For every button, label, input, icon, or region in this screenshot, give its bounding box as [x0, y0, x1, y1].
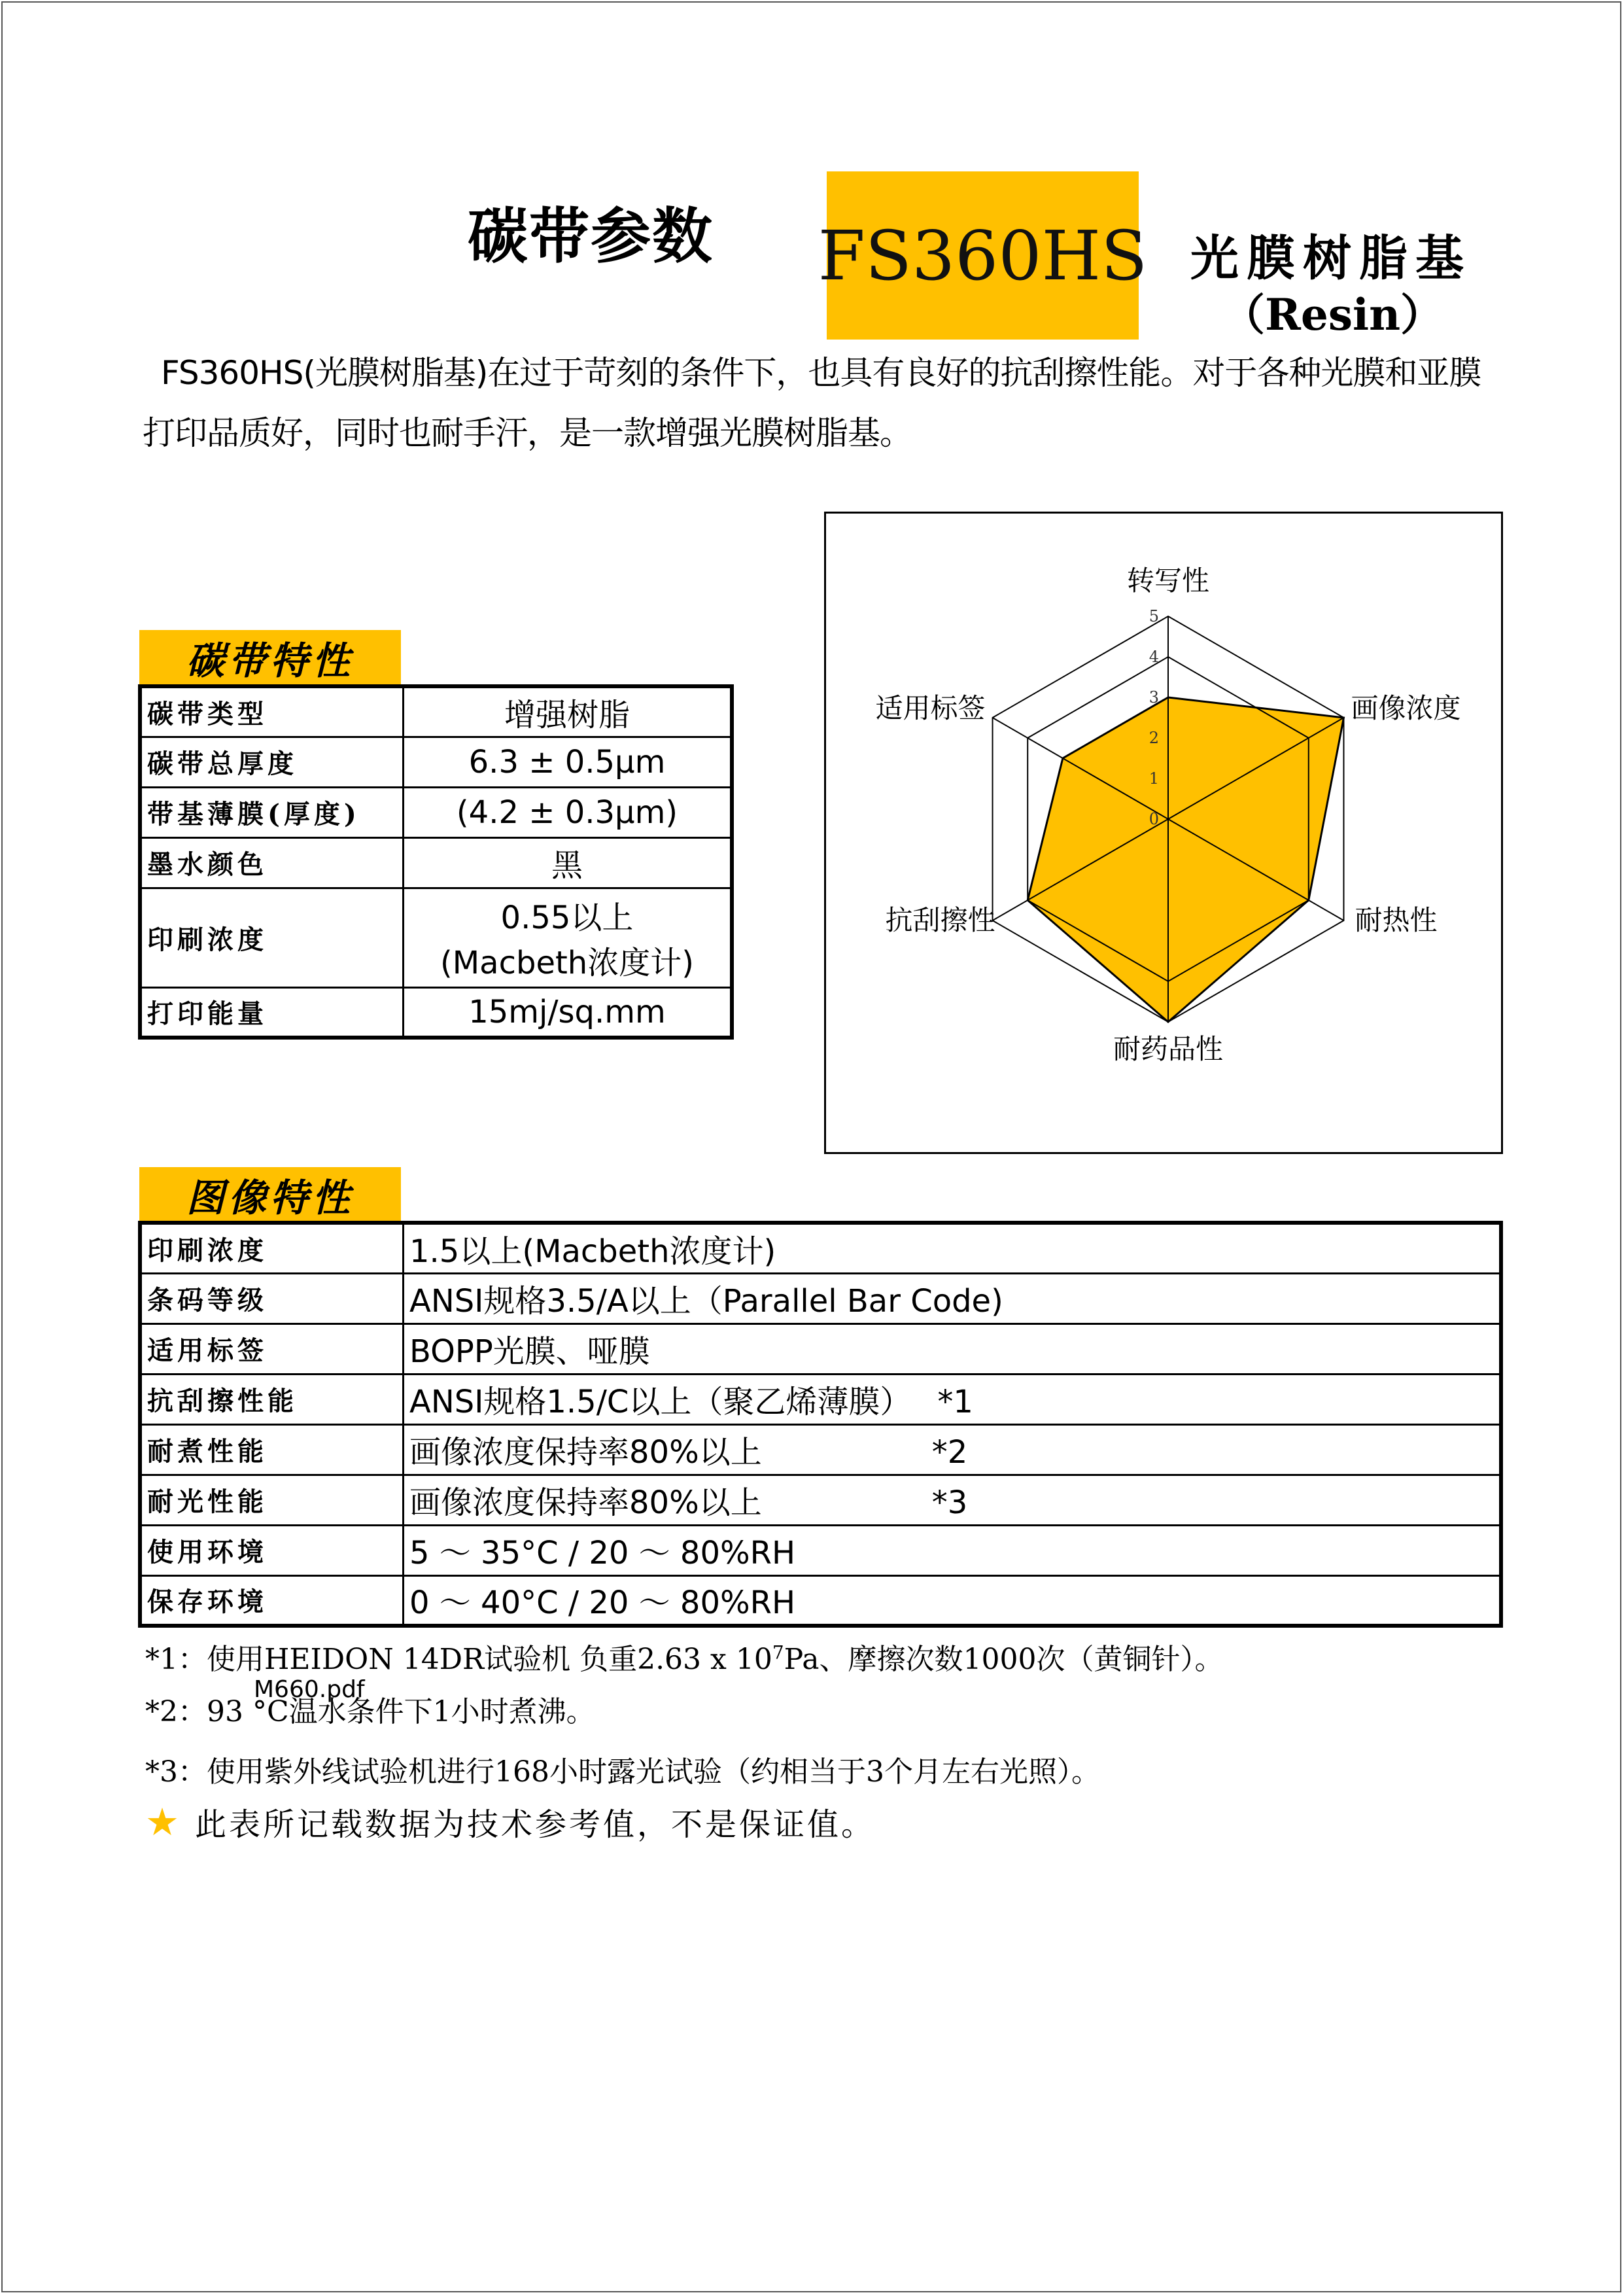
- radar-axis-label: 抗刮擦性: [885, 904, 995, 936]
- intro-line-2: 膜打印品质好，同时也耐手汗，是一款增强光膜树脂基。: [143, 354, 1481, 452]
- ribbon-specs-table: [138, 684, 734, 1040]
- ribbon-specs-title: 碳带特性: [139, 630, 401, 684]
- table-row: [140, 686, 732, 737]
- spec-label: 适用标签: [140, 1323, 404, 1374]
- spec-value-line-2: (Macbeth浓度计): [440, 945, 694, 981]
- spec-value: [404, 1223, 1502, 1273]
- spec-label: 带基薄膜(厚度): [140, 787, 404, 837]
- spec-value: 6.3 ± 0.5μm: [404, 737, 733, 787]
- table-row: [140, 1374, 1501, 1424]
- intro-paragraph: [143, 343, 1483, 463]
- spec-value: [404, 888, 733, 987]
- spec-value-text: 画像浓度保持率80%以上: [409, 1434, 762, 1471]
- table-row: [140, 1223, 1501, 1273]
- model-badge: [818, 171, 1148, 340]
- spec-value: 15mj/sq.mm: [404, 987, 733, 1038]
- spec-value-text: ANSI规格3.5/A以上（Parallel Bar Code): [409, 1283, 1003, 1320]
- table-row: [140, 888, 732, 987]
- radar-scale-label: 0: [1149, 810, 1159, 828]
- radar-scale-label: 4: [1149, 648, 1159, 666]
- disclaimer: [145, 1799, 875, 1844]
- footnote-3: *3：使用紫外线试验机进行168小时露光试验（约相当于3个月左右光照）。: [145, 1755, 1100, 1789]
- radar-scale-label: 1: [1149, 769, 1159, 788]
- model-name: FS360HS: [818, 215, 1148, 296]
- table-row: [140, 1424, 1501, 1475]
- radar-axis-label: 耐热性: [1355, 904, 1438, 936]
- spec-value: 黑: [404, 837, 733, 888]
- footnote-1: [145, 1636, 1224, 1677]
- table-row: [140, 1273, 1501, 1323]
- table-row: [140, 1323, 1501, 1374]
- image-specs-title: 图像特性: [139, 1167, 401, 1221]
- spec-value-text: BOPP光膜、哑膜: [409, 1333, 650, 1370]
- spec-value: [404, 1525, 1502, 1575]
- spec-value: [404, 1475, 1502, 1525]
- footnote-mark: *2: [931, 1434, 968, 1471]
- product-subtitle: 光膜树脂基: [1190, 230, 1472, 287]
- footnote-mark: *3: [931, 1484, 968, 1521]
- spec-value: (4.2 ± 0.3μm): [404, 787, 733, 837]
- spec-value-text: 画像浓度保持率80%以上: [409, 1484, 762, 1521]
- spec-value: [404, 1323, 1502, 1374]
- star-icon: ★: [145, 1800, 182, 1844]
- resin-label: （Resin）: [1222, 289, 1444, 340]
- spec-value-text: ANSI规格1.5/C以上（聚乙烯薄膜）: [409, 1384, 912, 1420]
- intro-line-1: FS360HS(光膜树脂基)在过于苛刻的条件下，也具有良好的抗刮擦性能。对于各种光膜和亚: [161, 354, 1449, 392]
- table-row: [140, 1475, 1501, 1525]
- spec-label: 条码等级: [140, 1273, 404, 1323]
- disclaimer-text: 此表所记载数据为技术参考值，不是保证值。: [195, 1806, 876, 1843]
- radar-scale-label: 2: [1149, 729, 1159, 747]
- table-row: [140, 737, 732, 787]
- table-row: [140, 1575, 1501, 1626]
- table-row: [140, 987, 732, 1038]
- spec-label: 印刷浓度: [140, 1223, 404, 1273]
- spec-value-line-1: 0.55以上: [500, 900, 634, 936]
- spec-label: 耐光性能: [140, 1475, 404, 1525]
- radar-series-area: [1028, 697, 1343, 1022]
- radar-chart: [826, 514, 1501, 1152]
- spec-label: 打印能量: [140, 987, 404, 1038]
- table-row: [140, 837, 732, 888]
- table-row: [140, 787, 732, 837]
- radar-chart-frame: [824, 512, 1503, 1154]
- spec-label: 碳带总厚度: [140, 737, 404, 787]
- image-specs-table: [138, 1221, 1503, 1628]
- footnote-2: *2：93 °C温水条件下1小时煮沸。: [145, 1695, 595, 1728]
- footnote-1-text-end: Pa、摩擦次数1000次（黄铜针）。: [784, 1643, 1224, 1676]
- table-row: [140, 1525, 1501, 1575]
- radar-axis-label: 适用标签: [875, 692, 986, 724]
- spec-label: 墨水颜色: [140, 837, 404, 888]
- page-title: 碳带参数: [468, 201, 714, 272]
- spec-value-text: 5 ～ 35°C / 20 ～ 80%RH: [409, 1535, 796, 1571]
- radar-axis-label: 转写性: [1126, 565, 1210, 597]
- footnote-1-exponent: 7: [772, 1641, 784, 1664]
- radar-scale-label: 3: [1149, 688, 1159, 707]
- spec-label: 抗刮擦性能: [140, 1374, 404, 1424]
- spec-value: [404, 1424, 1502, 1475]
- spec-label: 印刷浓度: [140, 888, 404, 987]
- spec-label: 碳带类型: [140, 686, 404, 737]
- radar-scale-label: 5: [1149, 607, 1159, 625]
- spec-value: [404, 1374, 1502, 1424]
- spec-label: 保存环境: [140, 1575, 404, 1626]
- footnote-1-text: *1：使用HEIDON 14DR试验机 负重2.63 x 10: [145, 1643, 772, 1676]
- spec-value: [404, 1273, 1502, 1323]
- spec-value: 增强树脂: [404, 686, 733, 737]
- spec-label: 使用环境: [140, 1525, 404, 1575]
- radar-axis-label: 画像浓度: [1351, 692, 1461, 724]
- footnote-mark: *1: [937, 1384, 973, 1420]
- radar-axis-label: 耐药品性: [1113, 1033, 1224, 1065]
- file-name-overlay: M660.pdf: [254, 1676, 365, 1703]
- spec-value-text: 1.5以上(Macbeth浓度计): [409, 1233, 776, 1270]
- spec-label: 耐煮性能: [140, 1424, 404, 1475]
- spec-value-text: 0 ～ 40°C / 20 ～ 80%RH: [409, 1585, 796, 1622]
- spec-value: [404, 1575, 1502, 1626]
